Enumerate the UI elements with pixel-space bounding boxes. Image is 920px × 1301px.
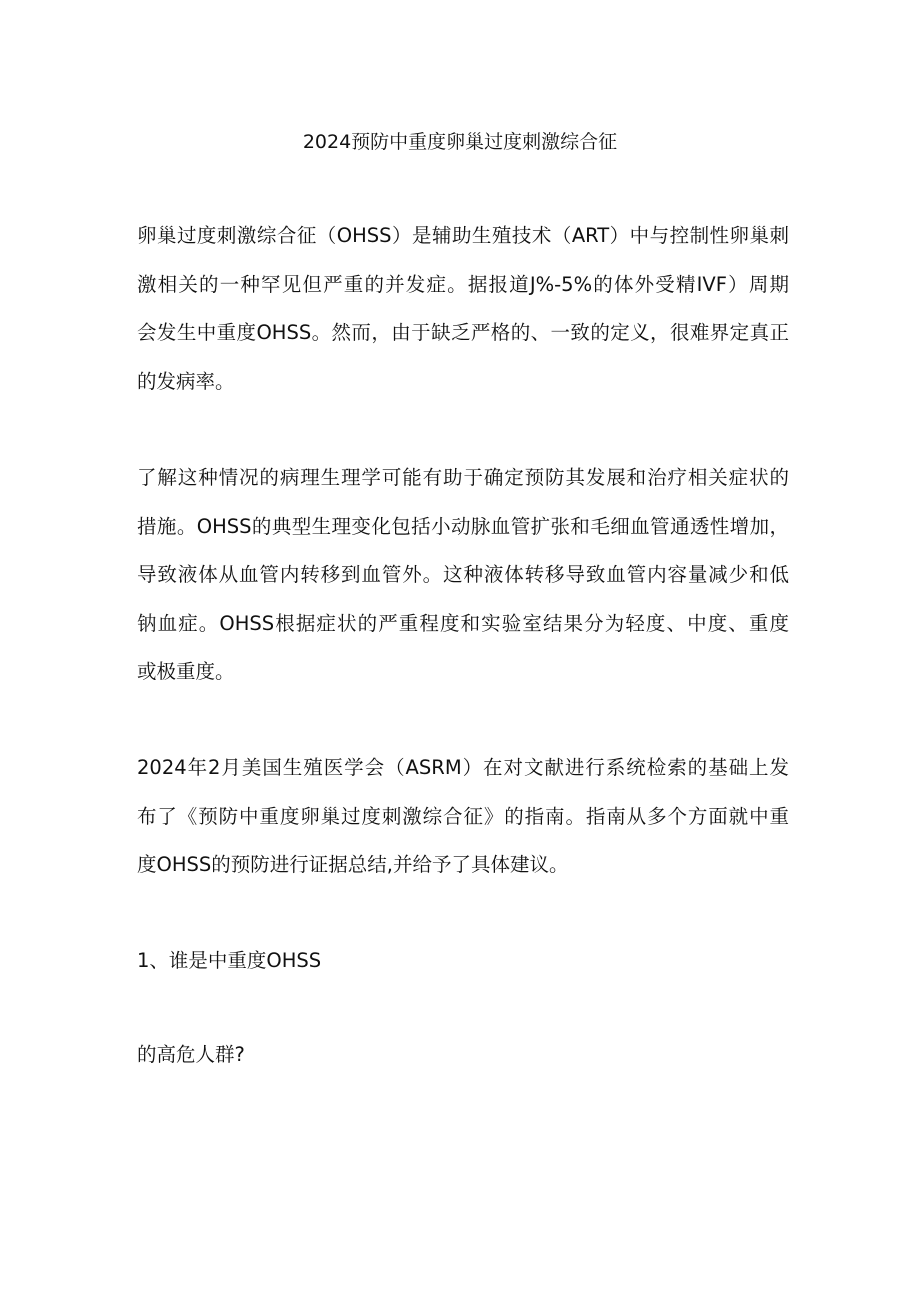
- text-line: 布了《预防中重度卵巢过度刺激综合征》的指南。指南从多个方面就中重: [137, 804, 789, 828]
- text-line: 2024年2月美国生殖医学会（ASRM）在对文献进行系统检索的基础上发: [137, 756, 789, 779]
- text-line: 激相关的一种罕见但严重的并发症。据报道J%-5%的体外受精IVF）周期: [137, 272, 789, 296]
- text-line: 1、谁是中重度OHSS: [137, 949, 322, 972]
- text-line: 度OHSS的预防进行证据总结,并给予了具体建议。: [137, 853, 569, 877]
- text-line: 了解这种情况的病理生理学可能有助于确定预防其发展和治疗相关症状的: [137, 466, 789, 489]
- paragraph-pathophysiology: [137, 454, 789, 697]
- paragraph-ohss-definition: [137, 212, 789, 406]
- text-line: 措施。OHSS的典型生理变化包括小动脉血管扩张和毛细血管通透性增加，: [137, 514, 789, 538]
- paragraph-asrm-guideline: [137, 744, 789, 890]
- section-heading-high-risk: [137, 937, 789, 986]
- text-line: 的高危人群?: [137, 1043, 245, 1066]
- text-line: 卵巢过度刺激综合征（OHSS）是辅助生殖技术（ART）中与控制性卵巢刺: [137, 224, 789, 247]
- text-line: 或极重度。: [137, 660, 235, 684]
- text-line: 导致液体从血管内转移到血管外。这种液体转移导致血管内容量减少和低: [137, 563, 789, 587]
- text-line: 的发病率。: [137, 369, 235, 393]
- text-line: 钠血症。OHSS根据症状的严重程度和实验室结果分为轻度、中度、重度: [137, 611, 789, 635]
- text-line: 会发生中重度OHSS。然而，由于缺乏严格的、一致的定义，很难界定真正: [137, 321, 789, 345]
- document-title: 2024预防中重度卵巢过度刺激综合征: [302, 131, 618, 153]
- section-heading-continuation: [137, 1031, 789, 1080]
